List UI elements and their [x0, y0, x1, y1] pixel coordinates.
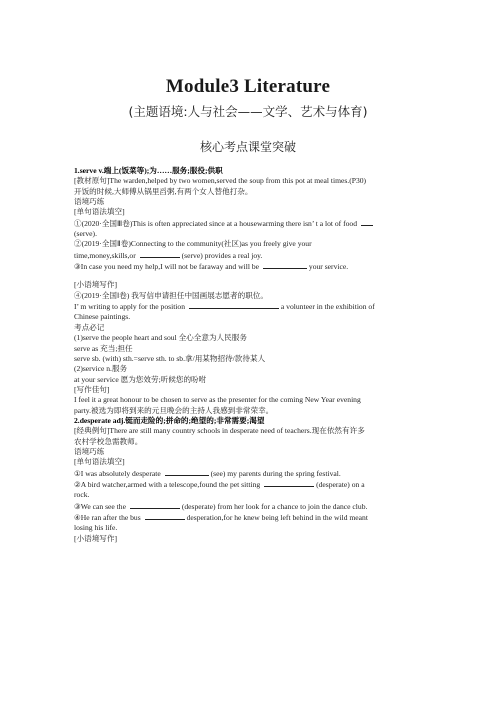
exercise-text: time,money,skills,or [74, 250, 138, 260]
exercise-line [74, 479, 426, 490]
exercise-line: losing his life. [74, 523, 118, 533]
exercise-line: Chinese paintings. [74, 312, 131, 322]
exercise-text: (desperate) on a [316, 479, 365, 489]
exercise-text: (desperate) from her look for a chance to join the dance club. [181, 501, 368, 511]
note-line: (1)serve the people heart and soul 全心全意为人民服务 [74, 333, 247, 343]
answer-blank[interactable] [130, 501, 180, 509]
exercise-line: rock. [74, 490, 90, 500]
exercise-label: [小语境写作] [74, 533, 118, 543]
entry-heading-serve: 1.serve v.端上(饭菜等);为……服务;服役;供职 [74, 166, 223, 175]
subheading: 语境巧练 [74, 197, 105, 207]
answer-blank[interactable] [140, 250, 180, 258]
subheading: 考点必记 [74, 322, 105, 332]
example-sentence: I feel it a great honour to be chosen to serve as the presenter for the coming New Year evening [74, 395, 361, 405]
subheading: 语境巧练 [74, 446, 105, 456]
answer-blank[interactable] [263, 261, 307, 269]
exercise-text: ③In case you need my help,I will not be faraway and will be [74, 262, 261, 272]
answer-blank[interactable] [361, 218, 373, 226]
exercise-text: ①I was absolutely desperate [74, 468, 163, 478]
exercise-line: ④(2019·全国Ⅰ卷) 我写信申请担任中国画展志愿者的职位。 [74, 290, 268, 300]
exercise-text: ④He ran after the bus [74, 513, 143, 522]
exercise-line [74, 218, 426, 229]
note-line: (2)service n.服务 [74, 364, 128, 374]
exercise-text: I’ m writing to apply for the position [74, 302, 187, 312]
exercise-line [74, 501, 426, 512]
entry-heading-desperate: 2.desperate adj.铤而走险的;拼命的;绝望的;非常需要;渴望 [74, 415, 265, 425]
answer-blank[interactable] [145, 512, 185, 520]
exercise-text: a volunteer in the exhibition of [280, 302, 375, 312]
exercise-text: desperation,for he knew being left behind in the wild meant [186, 513, 368, 522]
document-subtitle: (主题语境:人与社会——文学、艺术与体育) [128, 104, 368, 119]
note-line: at your service 愿为您效劳;听候您的吩咐 [74, 374, 207, 384]
answer-blank[interactable] [165, 468, 209, 476]
exercise-line [74, 468, 426, 479]
translation-line: 开饭的时候,大师傅从锅里舀粥,有两个女人替他打杂。 [74, 186, 253, 196]
document-body [74, 166, 426, 544]
exercise-label: [写作佳句] [74, 384, 110, 394]
exercise-label: [单句语法填空] [74, 457, 125, 467]
exercise-line [74, 261, 426, 272]
document-title: Module3 Literature [165, 76, 331, 97]
answer-blank[interactable] [189, 301, 279, 309]
exercise-label: [小语境写作] [74, 280, 118, 290]
translation-line: 农村学校急需教师。 [74, 436, 143, 446]
exercise-text: (serve) provides a real joy. [181, 250, 263, 260]
exercise-line: (serve). [74, 229, 97, 239]
note-line: serve as 充当;担任 [74, 343, 133, 353]
note-line: serve sb. (with) sth.=serve sth. to sb.拿/用某物招待/款待某人 [74, 353, 266, 363]
exercise-label: [单句语法填空] [74, 207, 125, 217]
exercise-text: (see) my parents during the spring festival. [210, 468, 341, 478]
exercise-line [74, 512, 426, 523]
exercise-line: ②(2019·全国Ⅱ卷)Connecting to the community(社区)as you freely give your [74, 239, 312, 249]
example-sentence: [经典例句]There are still many country schools in desperate need of teachers.现在依然有许多 [74, 426, 365, 436]
exercise-text: ②A bird watcher,armed with a telescope,found the pet sitting [74, 479, 263, 489]
exercise-text: ①(2020·全国Ⅲ卷)This is often appreciated since at a housewarming there isn’ t a lot of food [74, 218, 359, 228]
exercise-line [74, 250, 426, 261]
exercise-text: your service. [308, 262, 349, 272]
section-heading: 核心考点课堂突破 [199, 140, 296, 154]
exercise-text: ③We can see the [74, 501, 128, 511]
answer-blank[interactable] [264, 479, 314, 487]
exercise-line [74, 301, 426, 312]
translation-line: party.被选为即将到来的元旦晚会的主持人我感到非常荣幸。 [74, 405, 274, 415]
textbook-sentence: [教材原句]The warden,helped by two women,served the soup from this pot at meal times.(P30) [74, 176, 367, 186]
